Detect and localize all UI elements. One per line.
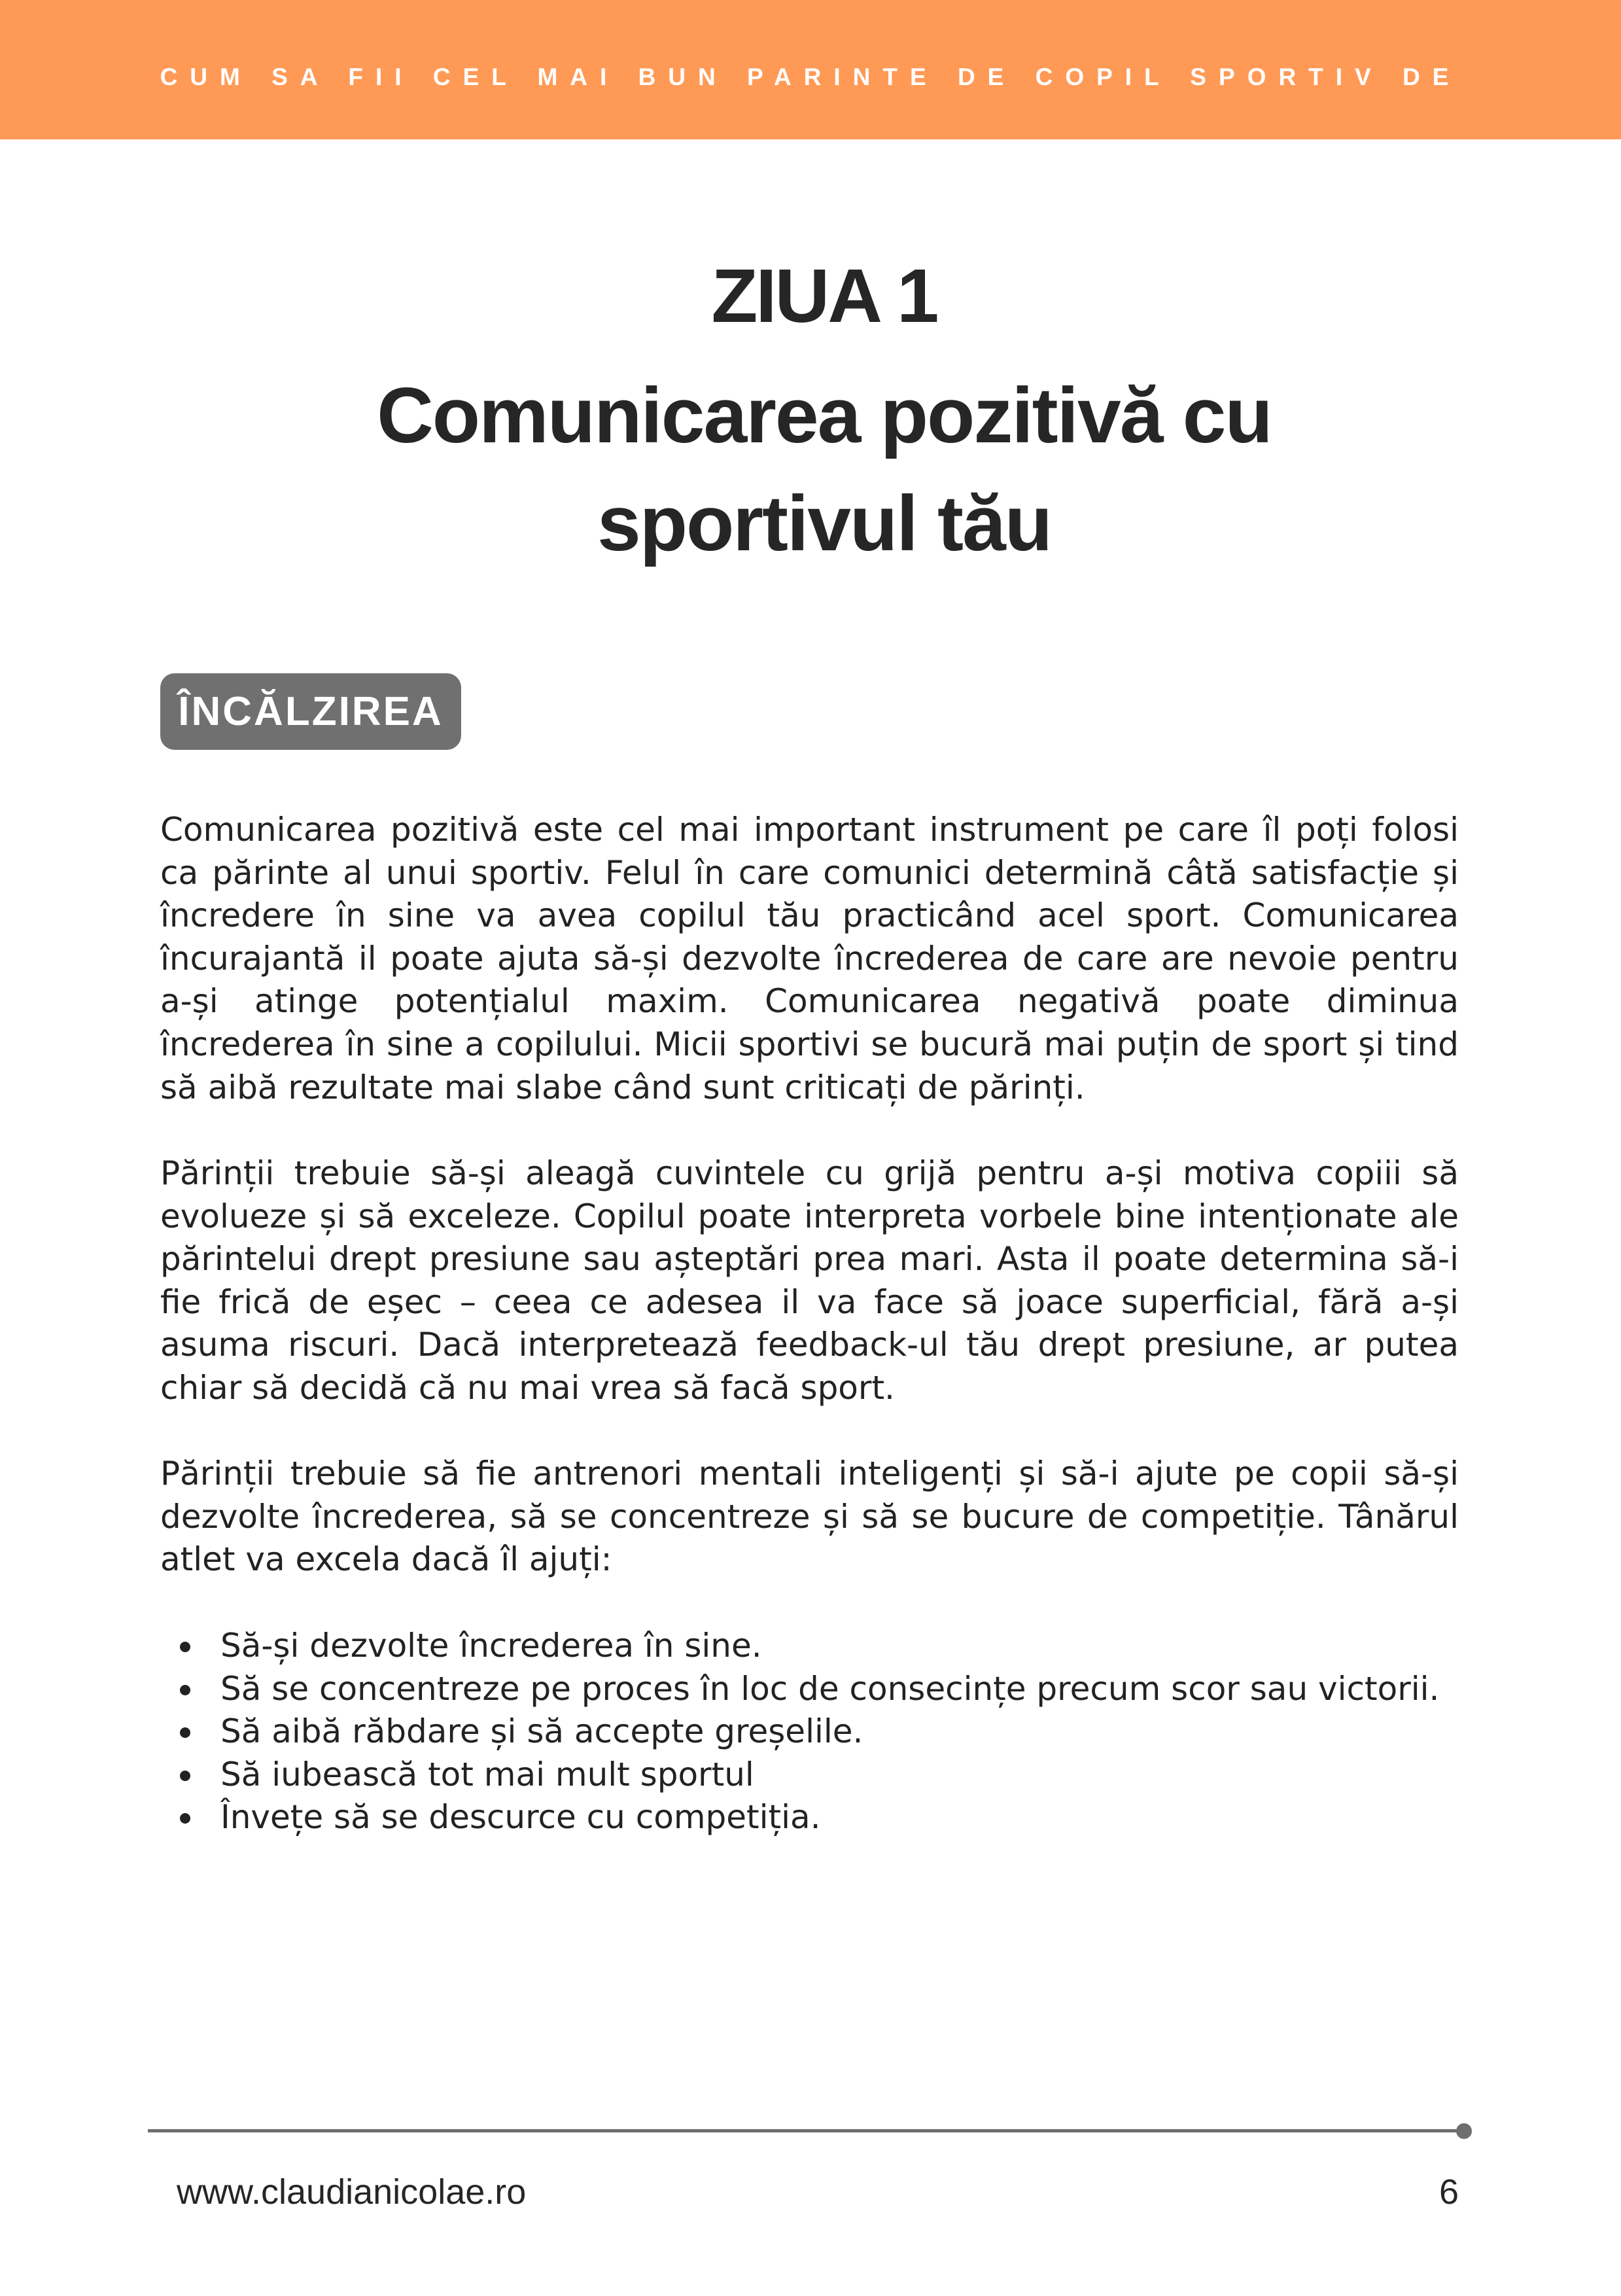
footer-website-link[interactable]: www.claudianicolae.ro xyxy=(177,2172,527,2212)
chapter-title xyxy=(216,362,1433,578)
bullet-list xyxy=(160,1625,1459,1839)
section-label: ÎNCĂLZIREA xyxy=(160,673,461,750)
bullet-item: Să-și dezvolte încrederea în sine. xyxy=(160,1625,1459,1668)
bullet-item: Să aibă răbdare și să accepte greșelile. xyxy=(160,1710,1459,1754)
paragraph-1: Comunicarea pozitivă este cel mai important instrument pe care îl poți folosi ca părinte al unui sportiv. Felul în care comunici determină câtă satisfacție și încredere în sine va avea copilul tău practicând acel sport. Comunicarea încurajantă il poate ajuta să-și dezvolte încrederea de care are nevoie pentru a-și atinge potențialul maxim. Comunicarea negativă poate diminua încrederea în sine a copilului. Micii sportivi se bucură mai puțin de sport și tind să aibă rezultate mai slabe când sunt criticați de părinți. xyxy=(160,811,1459,1106)
page-number: 6 xyxy=(1438,2172,1459,2212)
chapter-title-line1: Comunicarea pozitivă cu xyxy=(377,372,1272,459)
bullet-item: Învețe să se descurce cu competiția. xyxy=(160,1796,1459,1839)
header-title: CUM SA FII CEL MAI BUN PARINTE DE COPIL SPORTIV DE PERFORMANTA xyxy=(160,63,1461,244)
chapter-day: ZIUA 1 xyxy=(711,253,937,338)
footer-divider-dot xyxy=(1456,2123,1472,2139)
paragraph-3: Părinții trebuie să fie antrenori mentali inteligenți și să-i ajute pe copii să-și dezvolte încrederea, să se concentreze și să se bucure de competiție. Tânărul atlet va excela dacă îl ajuți: xyxy=(160,1455,1459,1579)
bullet-item: Să iubească tot mai mult sportul xyxy=(160,1754,1459,1797)
footer-divider xyxy=(148,2129,1464,2132)
bullet-item: Să se concentreze pe proces în loc de consecințe precum scor sau victorii. xyxy=(160,1668,1459,1711)
chapter-title-line2: sportivul tău xyxy=(597,480,1052,567)
paragraph-2: Părinții trebuie să-și aleagă cuvintele cu grijă pentru a-și motiva copiii să evolueze și să exceleze. Copilul poate interpreta vorbele bine intenționate ale părintelui drept presiune sau așteptări prea mari. Asta il poate determina să-i fie frică de eșec – ceea ce adesea il va face să joace superficial, fără a-și asuma riscuri. Dacă interpretează feedback-ul tău drept presiune, ar putea chiar să decidă că nu mai vrea să facă sport. xyxy=(160,1154,1459,1407)
